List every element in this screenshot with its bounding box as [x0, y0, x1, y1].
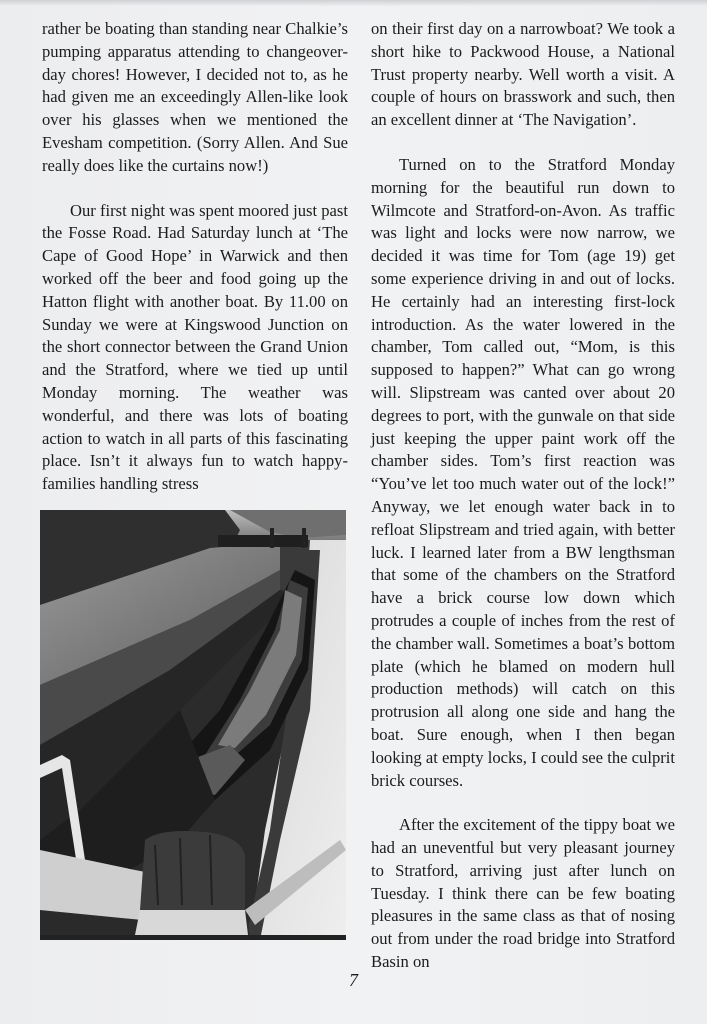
page-number: 7 [349, 970, 358, 990]
left-text-column [42, 18, 348, 496]
right-paragraph-2: Turned on to the Stratford Monday morning for the beautiful run down to Wilmcote and Stratford-on-Avon. As traffic was light and locks were now narrow, we decided it was time for Tom (age 19) get some experience driving in and out of locks. He certainly had an interesting first-lock introduction. As the water lowered in the chamber, Tom called out, “Mom, is this supposed to happen?” What can go wrong will. Slipstream was canted over about 20 degrees to port, with the gunwale on that side just keeping the upper paint work off the chamber sides. Tom’s first reaction was “You’ve let too much water out of the lock!” Anyway, we let enough water back in to refloat Slipstream and tried again, with better luck. I learned later from a BW lengthsman that some of the chambers on the Stratford have a brick course low down which protrudes a couple of inches from the rest of the chamber wall. Sometimes a boat’s bottom plate (which he blamed on modern hull production methods) will catch on this protrusion all along one side and hang the boat. Sure enough, when I then began looking at empty locks, I could see the culprit brick courses. [371, 154, 675, 790]
right-text-column [371, 18, 675, 974]
left-paragraph-2: Our first night was spent moored just past the Fosse Road. Had Saturday lunch at ‘The Cape of Good Hope’ in Warwick and then worked off the beer and food going up the Hatton flight with another boat. By 11.00 on Sunday we were at Kingswood Junction on the short connector between the Grand Union and the Stratford, where we tied up until Monday morning. The weather was wonderful, and there was lots of boating action to watch in all parts of this fascinating place. Isn’t it always fun to watch happy-families handling stress [42, 200, 348, 494]
right-paragraph-1: on their first day on a narrowboat? We took a short hike to Packwood House, a National Trust property nearby. Well worth a visit. A couple of hours on brasswork and such, then an excellent dinner at ‘The Navigation’. [371, 19, 675, 130]
left-paragraph-1: rather be boating than standing near Chalkie’s pumping apparatus attending to changeover-day chores! However, I decided not to, as he had given me an exceedingly Allen-like look over his glasses when we mentioned the Evesham competition. (Sorry Allen. And Sue really does like the curtains now!) [42, 19, 348, 175]
right-paragraph-3: After the excitement of the tippy boat we had an uneventful but very pleasant journey to Stratford, arriving just after lunch on Tuesday. I think there can be few boating pleasures in the same class as that of nosing out from under the road bridge into Stratford Basin on [371, 815, 675, 972]
narrowboat-lock-photo [40, 510, 346, 940]
page-edge-shadow [0, 0, 707, 6]
